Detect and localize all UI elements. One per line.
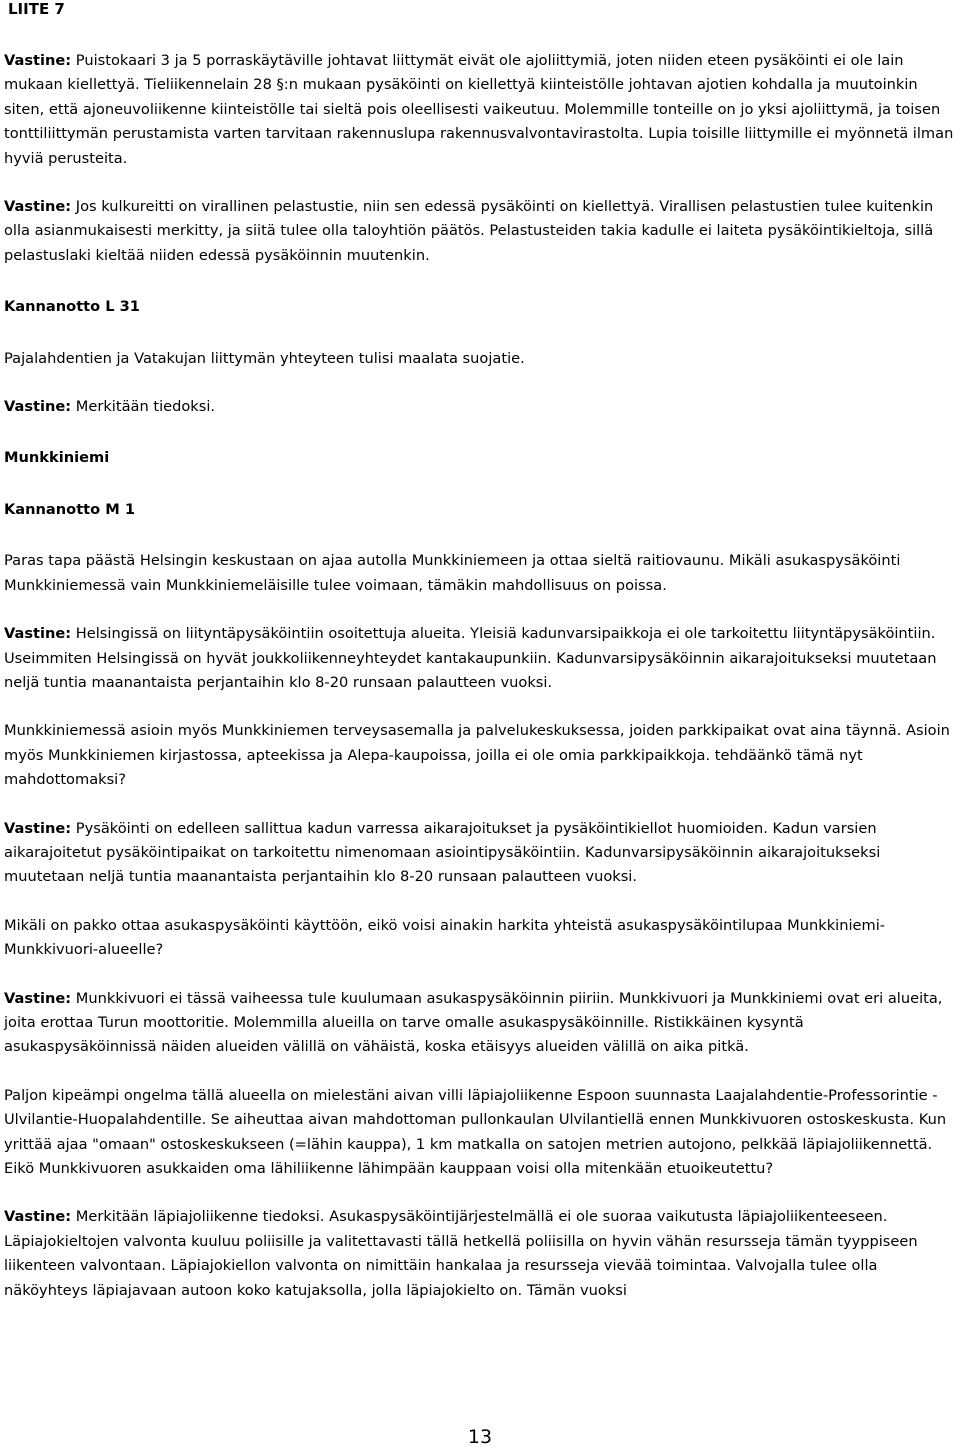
response-lead: Vastine: (4, 398, 72, 416)
section-heading-munkkiniemi: Munkkiniemi (4, 449, 110, 467)
paragraph-text: Mikäli on pakko ottaa asukaspysäköinti käyttöön, eikö voisi ainakin harkita yhteistä asukaspysäköintilupaa Munkkiniemi-Munkkivuori-alueelle? (4, 916, 886, 959)
paragraph-text: Paljon kipeämpi ongelma tällä alueella on mielestäni aivan villi läpiajoliikenne Espoon suunnasta Laajalahdentie-Professorintie -Ulvilantie-Huopalahdentille. Se aiheuttaa aivan mahdottoman pullonkaulan Ulvilantiellä ennen Munkkivuoren ostoskeskusta. Kun yrittää ajaa "omaan" ostoskeskukseen (=lähin kauppa), 1 km matkalla on satojen metrien autojono, pelkkää läpiajoliikennettä. Eikö Munkkivuoren asukkaiden oma lähiliikenne lähimpään kauppaan voisi olla mitenkään etuoikeutettu? (4, 1086, 947, 1177)
paragraph-statement-m1-1 (4, 549, 954, 598)
response-lead: Vastine: (4, 198, 72, 216)
paragraph-statement-m1-2 (4, 719, 954, 792)
paragraph-response-m1-3 (4, 987, 954, 1060)
paragraph-statement-m1-3 (4, 914, 954, 963)
paragraph-response-2 (4, 195, 954, 268)
attachment-label: LIITE 7 (8, 0, 65, 18)
response-lead: Vastine: (4, 819, 72, 837)
paragraph-response-m1-4 (4, 1205, 954, 1303)
paragraph-text: Jos kulkureitti on virallinen pelastustie, niin sen edessä pysäköinti on kiellettyä. Virallisen pelastustien tulee kuitenkin olla asianmukaisesti merkitty, ja siitä tulee olla taloyhtiön päätös. Pelastusteiden takia kadulle ei laiteta pysäköintikieltoja, sillä pelastuslaki kieltää niiden edessä pysäköinnin muutenkin. (4, 198, 934, 264)
page-number: 13 (467, 1426, 493, 1448)
paragraph-text: Helsingissä on liityntäpysäköintiin osoitettuja alueita. Yleisiä kadunvarsipaikkoja ei ole tarkoitettu liityntäpysäköintiin. Useimmiten Helsingissä on hyvät joukkoliikenneyhteydet kantakaupunkiin. Kadunvarsipysäköinnin aikarajoitukseksi muutetaan neljä tuntia maanantaista perjantaihin klo 8-20 runsaan palautteen vuoksi. (4, 625, 937, 691)
response-lead: Vastine: (4, 1208, 72, 1226)
response-lead: Vastine: (4, 625, 72, 643)
paragraph-text: Pajalahdentien ja Vatakujan liittymän yhteyteen tulisi maalata suojatie. (4, 349, 525, 367)
paragraph-response-l31 (4, 395, 954, 419)
paragraph-response-m1-1 (4, 622, 954, 695)
paragraph-text: Munkkiniemessä asioin myös Munkkiniemen terveysasemalla ja palvelukeskuksessa, joiden parkkipaikat ovat aina täynnä. Asioin myös Munkkiniemen kirjastossa, apteekissa ja Alepa-kaupoissa, joilla ei ole omia parkkipaikkoja. tehdäänkö tämä nyt mahdottomaksi? (4, 722, 950, 789)
section-heading-m1: Kannanotto M 1 (4, 500, 136, 518)
paragraph-text: Munkkivuori ei tässä vaiheessa tule kuulumaan asukaspysäköinnin piiriin. Munkkivuori ja Munkkiniemi ovat eri alueita, joita erottaa Turun moottoritie. Molemmilla alueilla on tarve omalle asukaspysäköinnille. Ristikkäinen kysyntä asukaspysäköinnissä näiden alueiden välillä on vähäistä, koska etäisyys alueiden välillä on aika pitkä. (4, 989, 943, 1056)
paragraph-text: Paras tapa päästä Helsingin keskustaan on ajaa autolla Munkkiniemeen ja ottaa sieltä raitiovaunu. Mikäli asukaspysäköinti Munkkiniemessä vain Munkkiniemeläisille tulee voimaan, tämäkin mahdollisuus on poissa. (4, 552, 901, 594)
paragraph-text: Merkitään läpiajoliikenne tiedoksi. Asukaspysäköintijärjestelmällä ei ole suoraa vaikutusta läpiajoliikenteeseen. Läpiajokieltojen valvonta kuuluu poliisille ja valitettavasti tällä hetkellä poliisilla on hyvin vähän resursseja tämän tyyppiseen liikenteen valvontaan. Läpiajokiellon valvonta on nimittäin hankalaa ja resursseja vievää toimintaa. Valvojalla tulee olla näköyhteys läpiajavaan autoon koko katujaksolla, jolla läpiajokielto on. Tämän vuoksi (4, 1208, 918, 1299)
response-lead: Vastine: (4, 989, 72, 1007)
paragraph-statement-l31 (4, 347, 954, 371)
paragraph-response-m1-2 (4, 817, 954, 890)
paragraph-text: Pysäköinti on edelleen sallittua kadun varressa aikarajoitukset ja pysäköintikiellot huomioiden. Kadun varsien aikarajoitetut pysäköintipaikat on tarkoitettu nimenomaan asiointipysäköintiin. Kadunvarsipysäköinnin aikarajoitukseksi muutetaan neljä tuntia maanantaista perjantaihin klo 8-20 runsaan palautteen vuoksi. (4, 819, 881, 886)
document-body (4, 49, 954, 1303)
paragraph-text: Merkitään tiedoksi. (71, 398, 216, 416)
response-lead: Vastine: (4, 52, 72, 69)
paragraph-text: Puistokaari 3 ja 5 porraskäytäville johtavat liittymät eivät ole ajoliittymiä, joten niiden eteen pysäköinti ei ole lain mukaan kiellettyä. Tieliikennelain 28 §:n mukaan pysäköinti on kiellettyä kiinteistölle johtavan ajotien kohdalla ja muutoinkin siten, että ajoneuvoliikenne kiinteistölle tai sieltä pois oleellisesti vaikeutuu. Molemmille tonteille on jo yksi ajoliittymä, ja toisen tonttiliittymän perustamista varten tarvitaan rakennuslupa rakennusvalvontavirastolta. Lupia toisille liittymille ei myönnetä ilman hyviä perusteita. (4, 52, 954, 167)
paragraph-response-1 (4, 49, 954, 171)
paragraph-statement-m1-4 (4, 1084, 954, 1182)
section-heading-l31: Kannanotto L 31 (4, 298, 140, 316)
